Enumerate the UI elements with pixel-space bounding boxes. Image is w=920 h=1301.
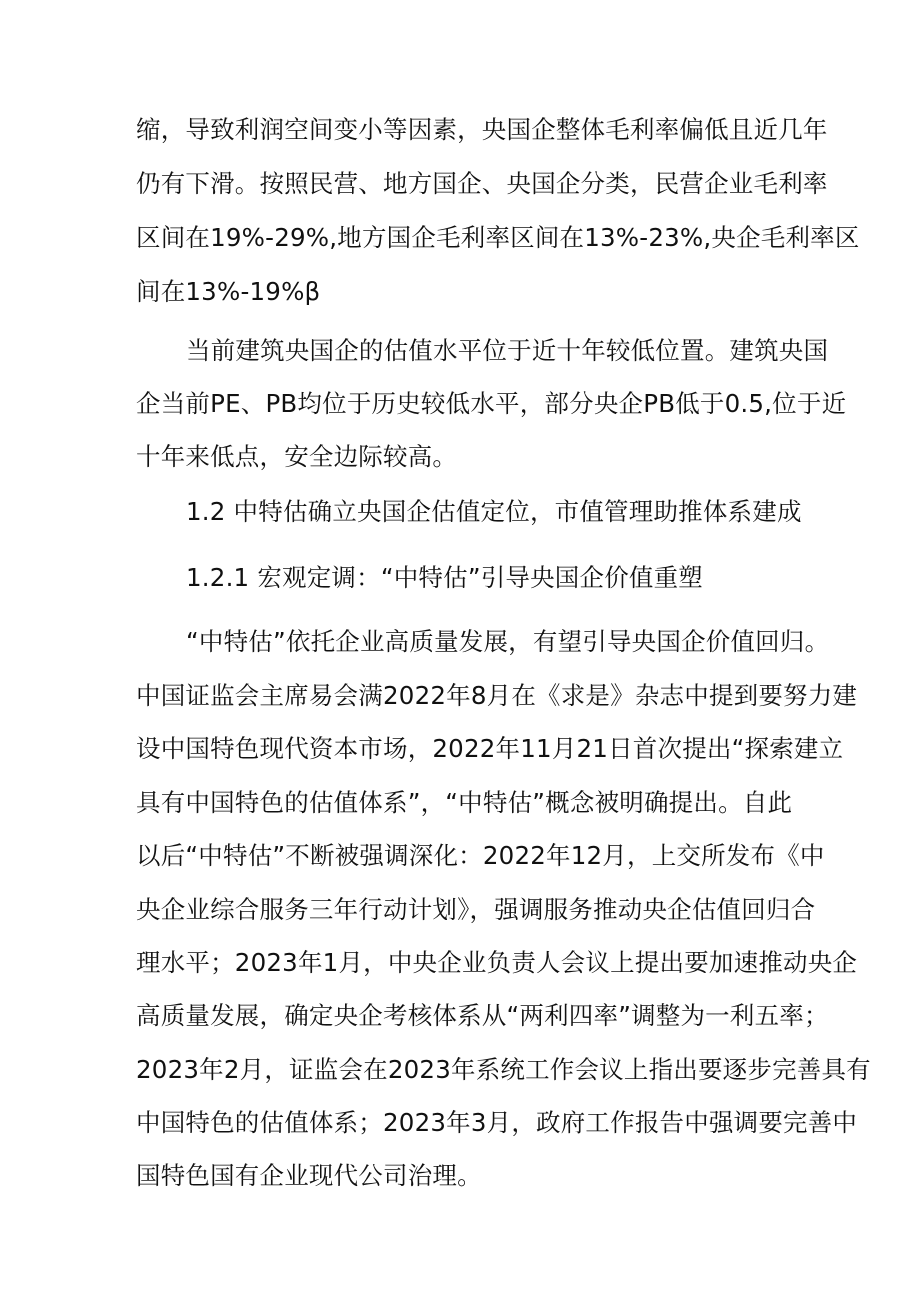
paragraph-3-line-5: 以后“中特估”不断被强调深化：2022年12月，上交所发布《中 (136, 841, 825, 870)
paragraph-3-line-1: “中特估”依托企业高质量发展，有望引导央国企价值回归。 (186, 627, 830, 656)
paragraph-3-line-2: 中国证监会主席易会满2022年8月在《求是》杂志中提到要努力建 (136, 681, 858, 710)
paragraph-1-line-2: 仍有下滑。按照民营、地方国企、央国企分类，民营企业毛利率 (136, 169, 828, 198)
paragraph-3-line-11: 国特色国有企业现代公司治理。 (136, 1161, 482, 1190)
paragraph-3-line-7: 理水平；2023年1月，中央企业负责人会议上提出要加速推动央企 (136, 948, 858, 977)
paragraph-1-line-1: 缩，导致利润空间变小等因素，央国企整体毛利率偏低且近几年 (136, 115, 828, 144)
paragraph-2-line-1: 当前建筑央国企的估值水平位于近十年较低位置。建筑央国 (186, 336, 829, 365)
paragraph-3-line-6: 央企业综合服务三年行动计划》，强调服务推动央企估值回归合 (136, 895, 816, 924)
paragraph-3-line-9: 2023年2月，证监会在2023年系统工作会议上指出要逐步完善具有 (136, 1055, 871, 1084)
section-heading-1-2: 1.2 中特估确立央国企估值定位，市值管理助推体系建成 (186, 497, 802, 526)
paragraph-2-line-2: 企当前PE、PB均位于历史较低水平，部分央企PB低于0.5,位于近 (136, 389, 847, 418)
paragraph-3-line-10: 中国特色的估值体系；2023年3月，政府工作报告中强调要完善中 (136, 1108, 858, 1137)
paragraph-3-line-8: 高质量发展，确定央企考核体系从“两利四率”调整为一利五率； (136, 1001, 829, 1030)
paragraph-1-line-3: 区间在19%-29%,地方国企毛利率区间在13%-23%,央企毛利率区 (136, 223, 860, 252)
paragraph-3-line-4: 具有中国特色的估值体系”，“中特估”概念被明确提出。自此 (136, 788, 793, 817)
paragraph-3-line-3: 设中国特色现代资本市场，2022年11月21日首次提出“探索建立 (136, 734, 844, 763)
paragraph-2-line-3: 十年来低点，安全边际较高。 (136, 442, 458, 471)
section-heading-1-2-1: 1.2.1 宏观定调：“中特估”引导央国企价值重塑 (186, 563, 704, 592)
paragraph-1-line-4: 间在13%-19%β (136, 277, 321, 306)
